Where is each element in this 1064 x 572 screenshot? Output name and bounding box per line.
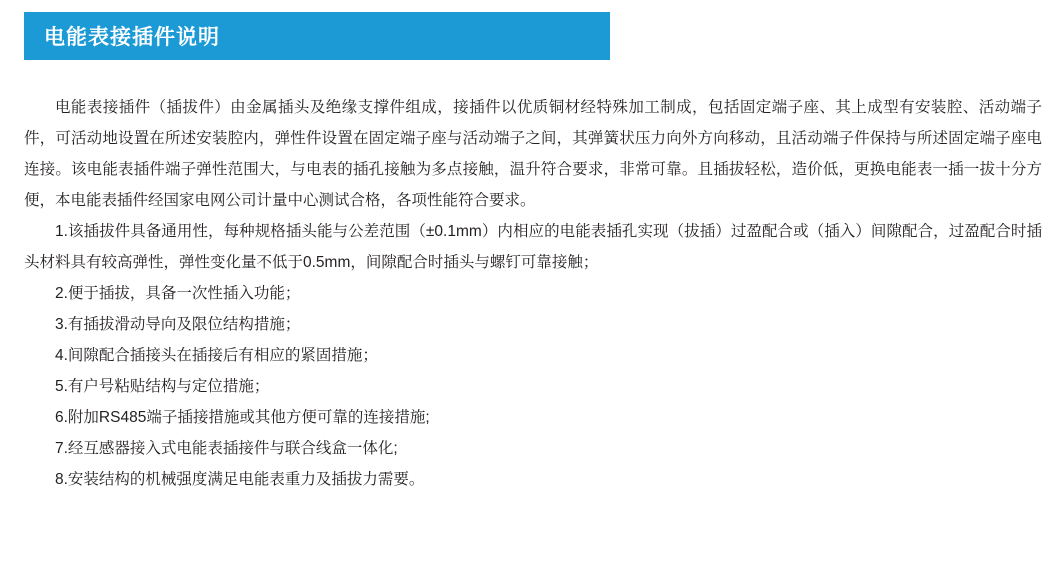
list-item: 3.有插拔滑动导向及限位结构措施；: [55, 316, 301, 333]
page-title: 电能表接插件说明: [44, 26, 220, 49]
list-item: 7.经互感器接入式电能表插接件与联合线盒一体化;: [55, 440, 398, 457]
list-item: 8.安装结构的机械强度满足电能表重力及插拔力需要。: [55, 471, 425, 488]
list-item: 5.有户号粘贴结构与定位措施；: [55, 378, 270, 395]
list-item: 4.间隙配合插接头在插接后有相应的紧固措施；: [55, 347, 378, 364]
intro-paragraph: 电能表接插件（插拔件）由金属插头及绝缘支撑件组成，接插件以优质铜材经特殊加工制成，包括固定端子座、其上成型有安装腔、活动端子件，可活动地设置在所述安装腔内，弹性件设置在固定端子座与活动端子之间，其弹簧状压力向外方向移动，且活动端子件保持与所述固定端子座电连接。该电能表插件端子弹性范围大，与电表的插孔接触为多点接触，温升符合要求，非常可靠。且插拔轻松，造价低，更换电能表一插一拔十分方便，本电能表插件经国家电网公司计量中心测试合格，各项性能符合要求。: [24, 99, 1042, 209]
list-item: 1.该插拔件具备通用性，每种规格插头能与公差范围（±0.1mm）内相应的电能表插孔实现（拔插）过盈配合或（插入）间隙配合，过盈配合时插头材料具有较高弹性，弹性变化量不低于0.5mm，间隙配合时插头与螺钉可靠接触；: [24, 223, 1042, 271]
page-title-banner: [24, 12, 610, 60]
document-body: [24, 92, 1042, 495]
list-item: 2.便于插拔，具备一次性插入功能；: [55, 285, 301, 302]
list-item: 6.附加RS485端子插接措施或其他方便可靠的连接措施;: [55, 409, 430, 426]
